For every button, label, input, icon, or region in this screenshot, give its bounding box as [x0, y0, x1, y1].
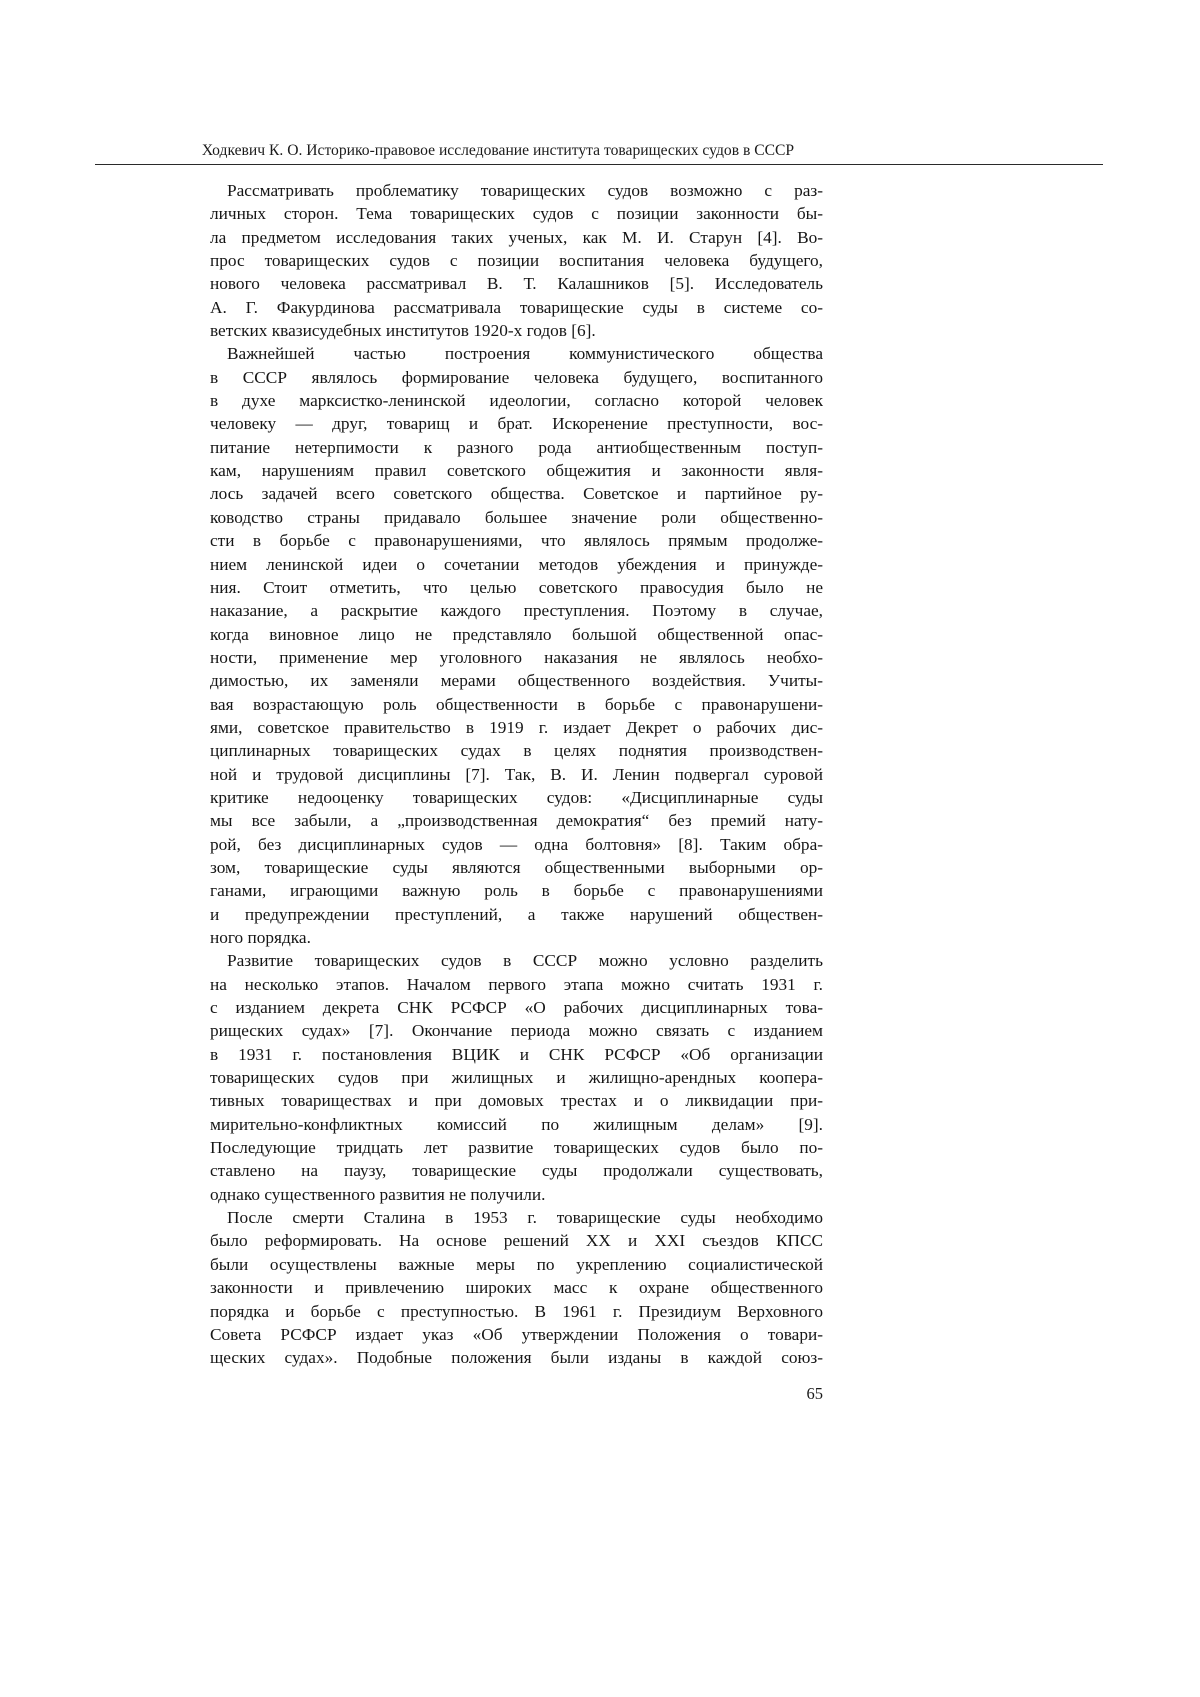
- text-line: щеских судах». Подобные положения были изданы в каждой союз-: [210, 1348, 823, 1368]
- text-line: когда виновное лицо не представляло большой общественной опас-: [210, 624, 823, 644]
- text-line: с изданием декрета СНК РСФСР «О рабочих дисциплинарных това-: [210, 998, 823, 1018]
- text-line: критике недооценку товарищеских судов: «Дисциплинарные суды: [210, 787, 823, 807]
- text-line: однако существенного развития не получили.: [210, 1184, 546, 1204]
- paragraph: [210, 1206, 823, 1369]
- text-line: рой, без дисциплинарных судов — одна болтовня» [8]. Таким обра-: [210, 834, 823, 854]
- text-line: было реформировать. На основе решений XX и XXI съездов КПСС: [210, 1231, 823, 1251]
- text-line: кам, нарушениям правил советского общежития и законности явля-: [210, 461, 823, 481]
- text-line: ями, советское правительство в 1919 г. издает Декрет о рабочих дис-: [210, 717, 823, 737]
- text-line: димостью, их заменяли мерами общественного воздействия. Учиты-: [210, 671, 823, 691]
- text-line: нием ленинской идеи о сочетании методов убеждения и принужде-: [210, 554, 823, 574]
- text-line: ководство страны придавало большее значение роли общественно-: [210, 507, 823, 527]
- text-line: нового человека рассматривал В. Т. Калашников [5]. Исследователь: [210, 274, 823, 294]
- text-line: и предупреждении преступлений, а также нарушений обществен-: [210, 904, 823, 924]
- text-line: ставлено на паузу, товарищеские суды продолжали существовать,: [210, 1161, 823, 1181]
- text-line: мы все забыли, а „производственная демократия“ без премий нату-: [210, 811, 823, 831]
- text-line: товарищеских судов при жилищных и жилищно-арендных коопера-: [210, 1068, 823, 1088]
- header-rule: [95, 164, 1103, 165]
- text-line: зом, товарищеские суды являются общественными выборными ор-: [210, 857, 823, 877]
- text-line: Совета РСФСР издает указ «Об утверждении Положения о товари-: [210, 1324, 823, 1344]
- text-line: питание нетерпимости к разного рода антиобщественным поступ-: [210, 437, 823, 457]
- text-line: Рассматривать проблематику товарищеских судов возможно с раз-: [227, 181, 823, 200]
- paragraph: [210, 179, 823, 342]
- text-line: мирительно-конфликтных комиссий по жилищным делам» [9].: [210, 1114, 823, 1134]
- paragraph: [210, 342, 823, 949]
- text-line: в СССР являлось формирование человека будущего, воспитанного: [210, 367, 823, 387]
- text-line: порядка и борьбе с преступностью. В 1961 г. Президиум Верховного: [210, 1301, 823, 1321]
- text-line: законности и привлечению широких масс к охране общественного: [210, 1278, 823, 1298]
- running-header: Ходкевич К. О. Историко-правовое исследование института товарищеских судов в СССР: [201, 142, 795, 159]
- paragraph: [210, 949, 823, 1206]
- text-line: в 1931 г. постановления ВЦИК и СНК РСФСР «Об организации: [210, 1044, 823, 1064]
- text-line: После смерти Сталина в 1953 г. товарищеские суды необходимо: [227, 1208, 823, 1228]
- text-line: человеку — друг, товарищ и брат. Искоренение преступности, вос-: [210, 414, 823, 434]
- text-line: на несколько этапов. Началом первого этапа можно считать 1931 г.: [210, 974, 823, 994]
- text-line: ной и трудовой дисциплины [7]. Так, В. И. Ленин подвергал суровой: [210, 764, 823, 784]
- text-line: личных сторон. Тема товарищеских судов с позиции законности бы-: [210, 204, 823, 224]
- text-line: вая возрастающую роль общественности в борьбе с правонарушени-: [210, 694, 823, 714]
- text-line: тивных товариществах и при домовых трестах и о ликвидации при-: [210, 1091, 823, 1111]
- text-line: лось задачей всего советского общества. Советское и партийное ру-: [210, 484, 823, 504]
- text-line: были осуществлены важные меры по укреплению социалистической: [210, 1254, 823, 1274]
- text-line: ния. Стоит отметить, что целью советского правосудия было не: [210, 577, 823, 597]
- text-line: ности, применение мер уголовного наказания не являлось необхо-: [210, 647, 823, 667]
- body-text: [210, 179, 823, 1370]
- text-line: Последующие тридцать лет развитие товарищеских судов было по-: [210, 1138, 823, 1158]
- text-line: циплинарных товарищеских судах в целях поднятия производствен-: [210, 741, 823, 761]
- text-line: рищеских судах» [7]. Окончание периода можно связать с изданием: [210, 1021, 823, 1041]
- text-line: ганами, играющими важную роль в борьбе с правонарушениями: [210, 881, 823, 901]
- text-line: сти в борьбе с правонарушениями, что являлось прямым продолже-: [210, 531, 823, 551]
- text-line: ветских квазисудебных институтов 1920-х годов [6].: [210, 321, 596, 341]
- text-line: Развитие товарищеских судов в СССР можно условно разделить: [227, 951, 823, 971]
- text-line: ного порядка.: [210, 928, 311, 947]
- text-line: Важнейшей частью построения коммунистического общества: [227, 344, 823, 364]
- text-line: прос товарищеских судов с позиции воспитания человека будущего,: [210, 251, 823, 271]
- text-line: в духе марксистко-ленинской идеологии, согласно которой человек: [210, 391, 823, 411]
- page-number: 65: [806, 1384, 823, 1403]
- text-line: ла предметом исследования таких ученых, как М. И. Старун [4]. Во-: [210, 227, 823, 247]
- text-line: А. Г. Факурдинова рассматривала товарищеские суды в системе со-: [210, 297, 823, 317]
- text-line: наказание, а раскрытие каждого преступления. Поэтому в случае,: [210, 601, 823, 621]
